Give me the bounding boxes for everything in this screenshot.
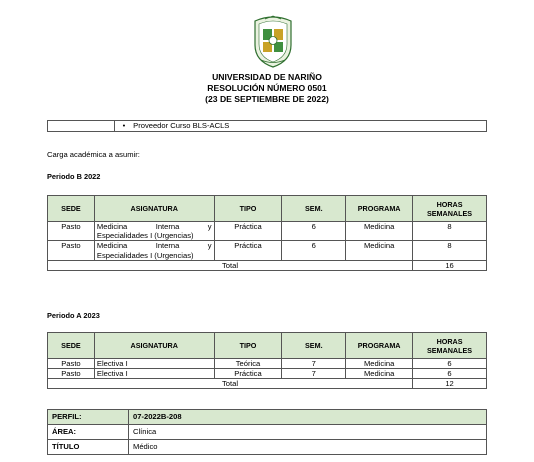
total-value: 12 — [413, 379, 487, 389]
table-row — [48, 369, 487, 379]
bullet-icon: • — [122, 121, 126, 130]
cell-horas: 8 — [413, 222, 487, 241]
col-tipo: TIPO — [214, 196, 282, 222]
cell-tipo: Teórica — [214, 359, 282, 369]
cell-sede: Pasto — [48, 369, 95, 379]
col-programa: PROGRAMA — [346, 196, 413, 222]
university-seal-image — [249, 15, 297, 69]
titulo-value: Médico — [129, 440, 487, 455]
header-resolution: RESOLUCIÓN NÚMERO 0501 — [207, 83, 327, 93]
cell-asignatura: Medicina Interna y Especialidades I (Urgencias) — [94, 241, 214, 260]
cell-horas: 6 — [413, 359, 487, 369]
profile-table — [47, 409, 487, 455]
carga-label: Carga académica a asumir: — [47, 150, 140, 159]
cell-tipo: Práctica — [214, 241, 282, 260]
cell-sem: 7 — [282, 359, 346, 369]
provider-cell — [115, 121, 487, 132]
cell-sede: Pasto — [48, 222, 95, 241]
cell-horas: 8 — [413, 241, 487, 260]
perfil-label: PERFIL: — [48, 410, 129, 425]
document-header — [0, 72, 534, 105]
total-label: Total — [48, 260, 413, 270]
col-asignatura: ASIGNATURA — [94, 196, 214, 222]
col-sede: SEDE — [48, 196, 95, 222]
area-value: Clínica — [129, 425, 487, 440]
header-university: UNIVERSIDAD DE NARIÑO — [212, 72, 322, 82]
cell-programa: Medicina — [346, 241, 413, 260]
cell-programa: Medicina — [346, 222, 413, 241]
cell-asignatura: Electiva I — [94, 359, 214, 369]
col-sem: SEM. — [282, 196, 346, 222]
perfil-value: 07-2022B-208 — [129, 410, 487, 425]
col-horas: HORAS SEMANALES — [413, 196, 487, 222]
area-label: ÁREA: — [48, 425, 129, 440]
table-row — [48, 222, 487, 241]
cell-horas: 6 — [413, 369, 487, 379]
table-row — [48, 241, 487, 260]
total-label: Total — [48, 379, 413, 389]
cell-programa: Medicina — [346, 359, 413, 369]
col-sede: SEDE — [48, 333, 95, 359]
period-a-table — [47, 332, 487, 389]
col-horas: HORAS SEMANALES — [413, 333, 487, 359]
total-row — [48, 260, 487, 270]
provider-text: Proveedor Curso BLS-ACLS — [133, 121, 230, 130]
cell-sede: Pasto — [48, 241, 95, 260]
col-asignatura: ASIGNATURA — [94, 333, 214, 359]
cell-asignatura: Electiva I — [94, 369, 214, 379]
col-tipo: TIPO — [214, 333, 282, 359]
total-row — [48, 379, 487, 389]
cell-sem: 7 — [282, 369, 346, 379]
cell-asignatura: Medicina Interna y Especialidades I (Urgencias) — [94, 222, 214, 241]
total-value: 16 — [413, 260, 487, 270]
period-b-table — [47, 195, 487, 271]
cell-tipo: Práctica — [214, 222, 282, 241]
cell-programa: Medicina — [346, 369, 413, 379]
header-date: (23 DE SEPTIEMBRE DE 2022) — [205, 94, 329, 104]
cell-tipo: Práctica — [214, 369, 282, 379]
cell-sem: 6 — [282, 241, 346, 260]
col-programa: PROGRAMA — [346, 333, 413, 359]
titulo-label: TÍTULO — [48, 440, 129, 455]
col-sem: SEM. — [282, 333, 346, 359]
provider-empty-cell — [48, 121, 115, 132]
cell-sem: 6 — [282, 222, 346, 241]
provider-row-table — [47, 120, 487, 132]
period-a-label: Periodo A 2023 — [47, 311, 100, 320]
table-row — [48, 359, 487, 369]
period-b-label: Periodo B 2022 — [47, 172, 101, 181]
cell-sede: Pasto — [48, 359, 95, 369]
